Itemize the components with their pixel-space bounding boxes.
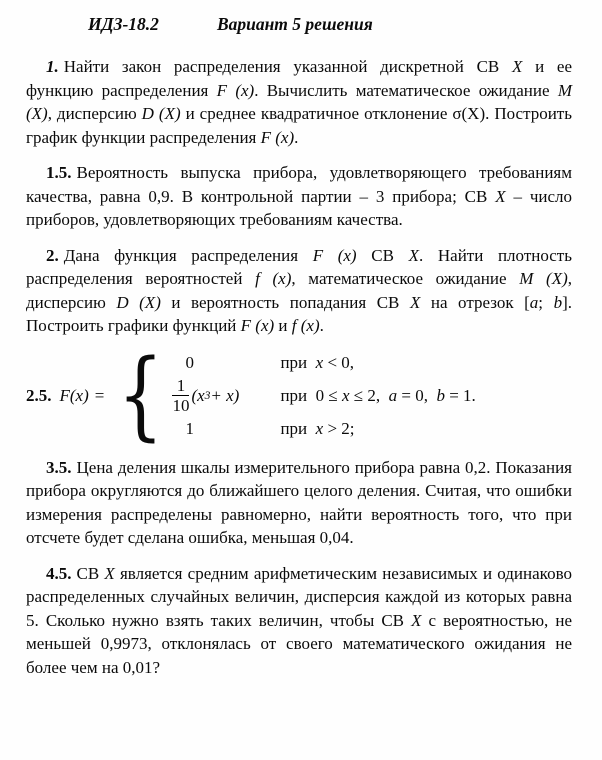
text-run: , математическое ожидание	[291, 269, 520, 288]
case-3-value: 1	[185, 418, 194, 438]
math-var: f (x)	[255, 269, 292, 288]
text-run: и вероятность попадания СВ	[160, 292, 410, 312]
text-run: , дисперсию	[47, 104, 142, 123]
task-2-5-number: 2.5.	[26, 385, 52, 405]
text-run: с вероятностью, не меньшей 0,9973, отклонялась от своего математического ожидания не более чем на 0,01?	[26, 610, 572, 677]
task-4-5-number: 4.5.	[46, 563, 72, 583]
document-title	[26, 14, 572, 35]
text-run: ≤ 2,	[349, 385, 389, 405]
task-2-paragraph	[26, 244, 572, 338]
task-3-5-number: 3.5.	[46, 457, 72, 477]
math-var: b	[436, 385, 445, 405]
math-var: D (X)	[116, 292, 161, 312]
math-var: x	[315, 352, 324, 372]
text-run: = 0,	[397, 385, 437, 405]
text-run: Вероятность выпуска прибора, удовлетворяющего требованиям качества, равна 0,9. В контрольной партии – 3 прибора; СВ	[26, 163, 572, 206]
text-run: и среднее квадратичное отклонение σ(X). Построить график функции распределения	[26, 104, 572, 147]
math-var: a	[388, 385, 398, 405]
text-run: СВ	[76, 563, 105, 583]
variant-title: Вариант 5 решения	[216, 14, 373, 34]
math-var: X	[409, 292, 421, 312]
task-1-5-paragraph	[26, 161, 572, 232]
math-var: X	[408, 245, 419, 265]
text-run: и	[274, 316, 292, 335]
text-run: Дана функция распределения	[63, 245, 313, 265]
math-var: X	[511, 57, 523, 76]
case-1-value: 0	[185, 352, 194, 372]
text-run: . Вычислить математическое ожидание	[254, 80, 558, 100]
math-expr: (x	[191, 385, 205, 405]
text-run: Найти закон распределения указанной дискретной СВ	[63, 57, 512, 76]
function-lhs: F(x)	[59, 385, 89, 405]
math-var: F (x)	[312, 245, 357, 265]
case-1-condition	[280, 350, 475, 376]
task-3-5-paragraph	[26, 456, 572, 550]
task-1-5-number: 1.5.	[46, 163, 72, 182]
text-run: . Найти плотность распределения вероятностей	[26, 245, 572, 288]
text-run: > 2;	[323, 418, 355, 438]
text-run: .	[294, 127, 299, 147]
task-1-paragraph	[26, 55, 572, 149]
task-2-number: 2.	[46, 245, 59, 265]
math-var: X	[495, 186, 506, 206]
curly-brace: {	[117, 338, 164, 451]
piecewise-formula-2-5	[26, 338, 572, 451]
math-var: F (x)	[260, 127, 295, 147]
text-run: Цена деления шкалы измерительного прибора равна 0,2. Показания прибора округляются до ближайшего целого деления. Считая, что ошибки измерения распределены равномерно, найти вероятность того, что при отсчете будет сделана ошибка, меньшая 0,04.	[26, 457, 572, 548]
text-run: – число приборов, удовлетворяющих требованиям качества.	[26, 186, 572, 229]
math-var: M (X)	[26, 80, 572, 123]
math-var: x	[341, 385, 350, 405]
text-run: является средним арифметическим независимых и одинаково распределенных случайных величин, дисперсия каждой из которых равна 5. Сколько нужно взять таких величин, чтобы СВ	[26, 563, 572, 630]
math-var: b	[553, 292, 563, 312]
task-4-5-paragraph	[26, 562, 572, 680]
fraction-numerator: 1	[172, 376, 189, 397]
math-var: x	[315, 418, 324, 438]
math-var: X	[104, 563, 115, 583]
text-run: = 1.	[444, 385, 476, 405]
text-run: ;	[538, 292, 554, 312]
text-run: при 0 ≤	[280, 385, 342, 405]
fraction-denominator: 10	[172, 396, 190, 416]
formula-cases	[172, 350, 475, 442]
case-2-condition	[280, 383, 475, 409]
task-1-number: 1.	[46, 57, 59, 76]
math-var: X	[411, 610, 422, 630]
math-var: M (X)	[519, 269, 568, 288]
math-expr: + x)	[210, 385, 240, 405]
text-run: СВ	[356, 245, 409, 265]
math-var: D (X)	[141, 104, 181, 123]
text-run: при	[280, 418, 316, 438]
case-3-condition	[280, 416, 475, 442]
text-run: < 0,	[323, 352, 355, 372]
fraction	[172, 376, 189, 416]
text-run: на отрезок [	[420, 292, 530, 312]
text-run: ]. Построить графики функций	[26, 292, 572, 335]
math-var: F (x)	[216, 80, 255, 100]
text-run: при	[280, 352, 316, 372]
math-var: f (x)	[291, 316, 320, 335]
case-2-value: $\frac{1}{10}$ (x 3 + x)	[172, 375, 240, 416]
equals-sign: =	[94, 385, 105, 405]
text-run: .	[319, 316, 324, 335]
math-var: F (x)	[240, 316, 275, 335]
text-run: , дисперсию	[26, 269, 572, 312]
math-var: a	[529, 292, 539, 312]
assignment-id: ИДЗ-18.2	[88, 14, 159, 34]
text-run: и ее функцию распределения	[26, 57, 572, 100]
